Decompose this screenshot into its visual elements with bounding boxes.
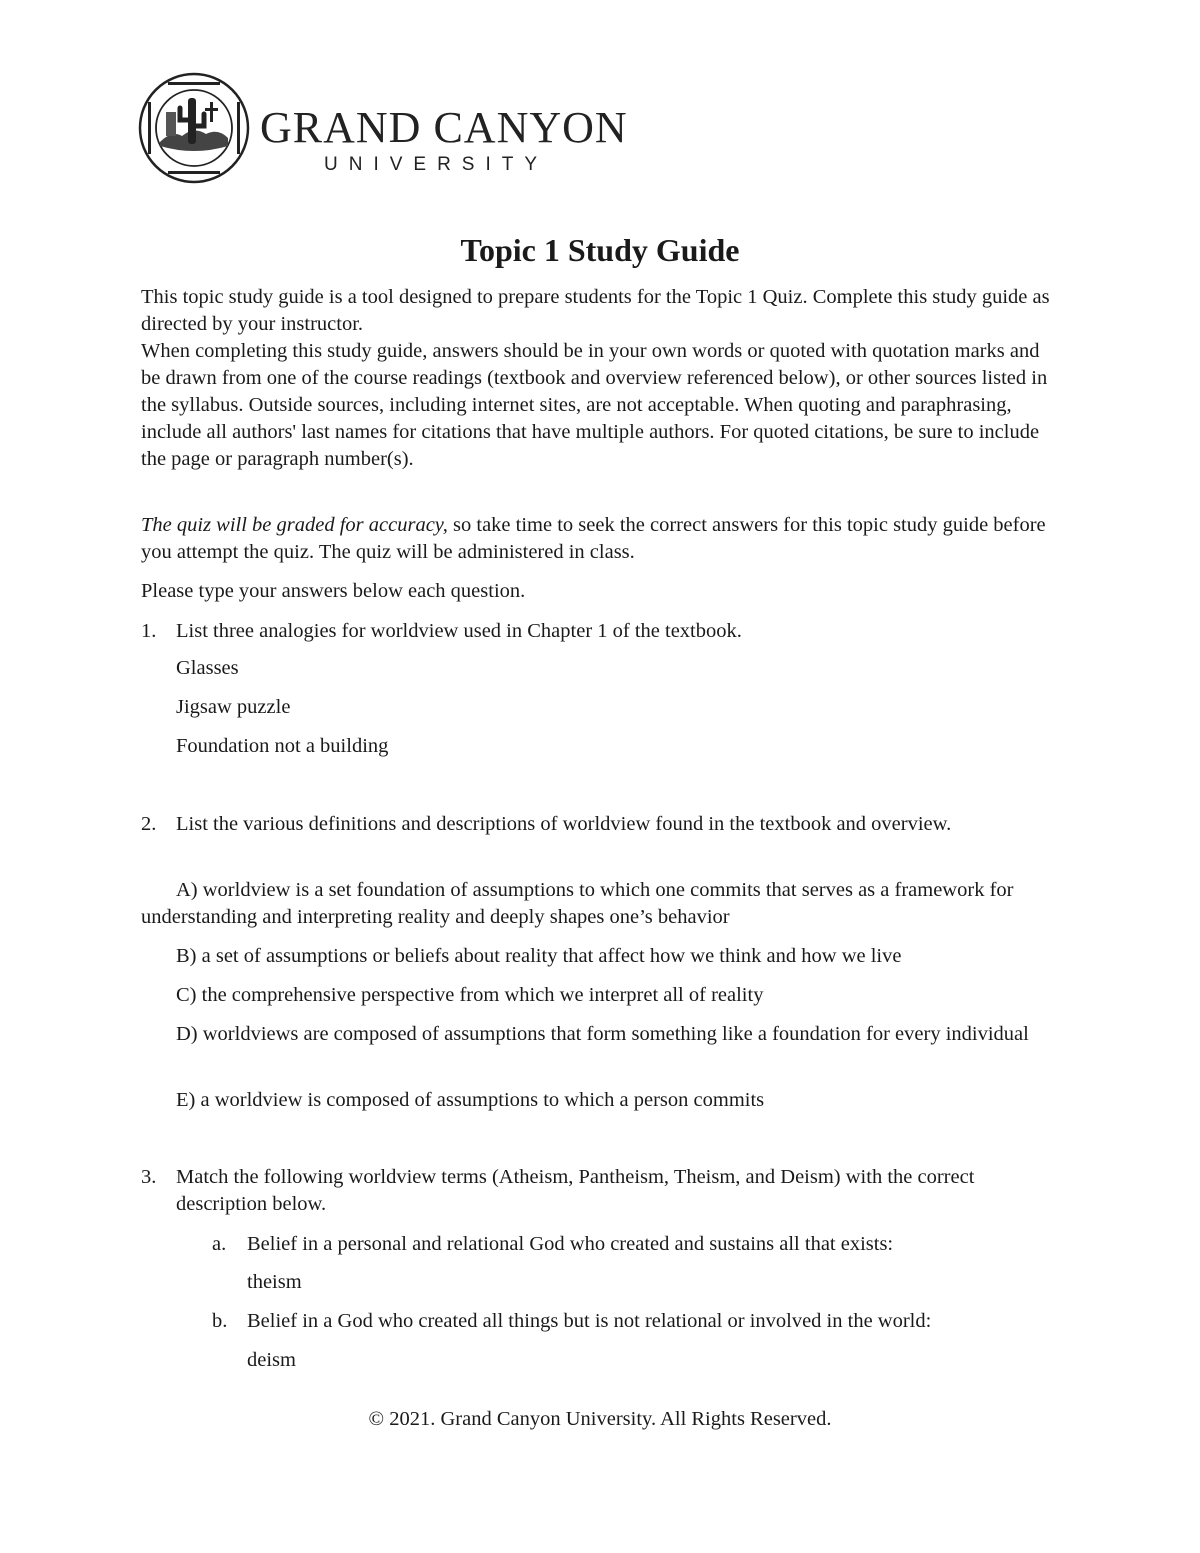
intro-paragraph-3-rest: so take time to seek the correct answers for this topic study guide before you attempt the quiz. The quiz will be administered in class. [141, 514, 1046, 563]
question-3-item-b-answer: deism [247, 1349, 296, 1371]
question-1-text: List three analogies for worldview used in Chapter 1 of the textbook. [176, 620, 742, 642]
question-2-answer-c: C) the comprehensive perspective from which we interpret all of reality [176, 984, 764, 1006]
question-3-item-a-text: Belief in a personal and relational God who created and sustains all that exists: [247, 1233, 894, 1255]
intro-paragraph-1: This topic study guide is a tool designed to prepare students for the Topic 1 Quiz. Complete this study guide as directed by your instructor. [141, 286, 1050, 335]
page-title: Topic 1 Study Guide [460, 232, 740, 268]
question-2-answer-a: A) worldview is a set foundation of assumptions to which one commits that serves as a framework for understanding and interpreting reality and deeply shapes one’s behavior [141, 879, 1014, 928]
intro-paragraph-3 [141, 512, 1071, 566]
question-1-answer-1: Glasses [176, 657, 239, 679]
question-2-answer-e: E) a worldview is composed of assumptions to which a person commits [176, 1089, 765, 1111]
copyright-footer: © 2021. Grand Canyon University. All Rights Reserved. [368, 1408, 832, 1430]
intro-paragraph-2: When completing this study guide, answers should be in your own words or quoted with quotation marks and be drawn from one of the course readings (textbook and overview referenced below), or other sources listed in the syllabus. Outside sources, including internet sites, are not acceptable. When quoting and paraphrasing, include all authors' last names for citations that have multiple authors. For quoted citations, be sure to include the page or paragraph number(s). [141, 340, 1048, 470]
question-1-answer-2: Jigsaw puzzle [176, 696, 291, 718]
question-2-text: List the various definitions and descriptions of worldview found in the textbook and overview. [176, 813, 952, 835]
university-seal-icon [138, 72, 250, 184]
logo-sub-text: UNIVERSITY [324, 154, 549, 175]
question-2-number: 2. [141, 813, 157, 835]
question-1-answer-3: Foundation not a building [176, 735, 389, 757]
question-2-answer-d: D) worldviews are composed of assumptions that form something like a foundation for every individual [176, 1023, 1029, 1045]
question-1-number: 1. [141, 620, 157, 642]
question-3-item-b-letter: b. [212, 1310, 228, 1332]
intro-paragraph-4: Please type your answers below each question. [141, 580, 526, 602]
question-3-item-b-text: Belief in a God who created all things but is not relational or involved in the world: [247, 1310, 932, 1332]
university-logo [138, 72, 628, 184]
logo-main-text: GRAND CANYON [260, 103, 628, 152]
question-3-number: 3. [141, 1166, 157, 1188]
question-3-text: Match the following worldview terms (Atheism, Pantheism, Theism, and Deism) with the correct description below. [176, 1166, 975, 1215]
question-2-answer-b: B) a set of assumptions or beliefs about reality that affect how we think and how we live [176, 945, 902, 967]
question-3-item-a-letter: a. [212, 1233, 227, 1255]
intro-emphasis: The quiz will be graded for accuracy, [141, 514, 448, 536]
question-3-item-a-answer: theism [247, 1271, 302, 1293]
